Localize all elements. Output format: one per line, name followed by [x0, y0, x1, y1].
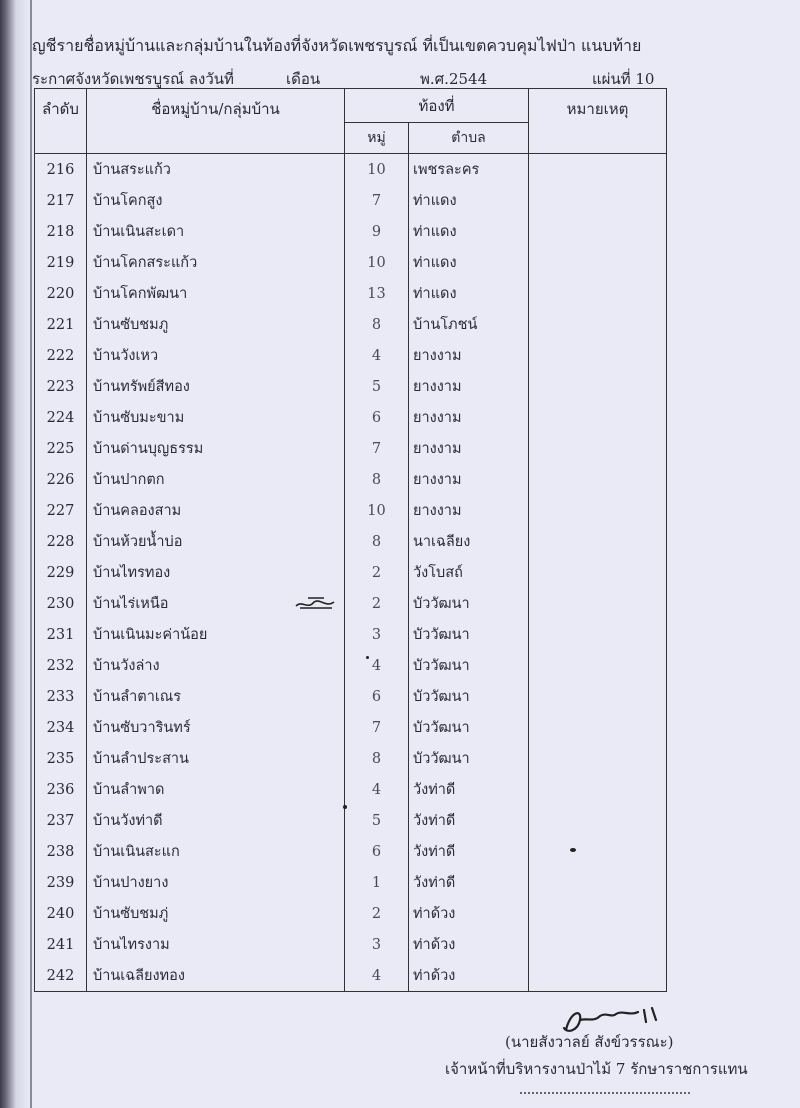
village-name: บ้านเฉลียงทอง: [87, 960, 345, 992]
village-name: บ้านสระแก้ว: [87, 154, 345, 186]
table-row: [35, 681, 667, 712]
table-row: [35, 247, 667, 278]
moo-number: 5: [345, 371, 409, 402]
row-number: 229: [35, 557, 87, 588]
row-number: 236: [35, 774, 87, 805]
table-row: [35, 898, 667, 929]
village-name: บ้านโคกสูง: [87, 185, 345, 216]
village-name: บ้านโคกพัฒนา: [87, 278, 345, 309]
village-name: บ้านคลองสาม: [87, 495, 345, 526]
year-label: พ.ศ.2544: [420, 70, 488, 88]
remark-cell: [529, 526, 667, 557]
tambon-name: ยางงาม: [409, 495, 529, 526]
row-number: 221: [35, 309, 87, 340]
tambon-name: ท่าด้วง: [409, 898, 529, 929]
tambon-name: บัววัฒนา: [409, 712, 529, 743]
row-number: 227: [35, 495, 87, 526]
village-name: บ้านซับชมภู่: [87, 898, 345, 929]
row-number: 239: [35, 867, 87, 898]
remark-cell: [529, 867, 667, 898]
moo-number: 2: [345, 557, 409, 588]
row-number: 220: [35, 278, 87, 309]
remark-cell: [529, 774, 667, 805]
row-number: 225: [35, 433, 87, 464]
row-number: 222: [35, 340, 87, 371]
table-row: [35, 402, 667, 433]
table-row: [35, 619, 667, 650]
village-name: บ้านวังล่าง: [87, 650, 345, 681]
tambon-name: ยางงาม: [409, 371, 529, 402]
village-name: บ้านด่านบุญธรรม: [87, 433, 345, 464]
row-number: 223: [35, 371, 87, 402]
header-location: ท้องที่: [345, 89, 529, 123]
sheet-label: แผ่นที่ 10: [592, 70, 655, 88]
table-row: [35, 216, 667, 247]
moo-number: 3: [345, 619, 409, 650]
table-row: [35, 371, 667, 402]
remark-cell: [529, 247, 667, 278]
moo-number: 6: [345, 836, 409, 867]
row-number: 234: [35, 712, 87, 743]
ink-blot: [294, 596, 338, 612]
village-name: บ้านเนินสะเดา: [87, 216, 345, 247]
row-number: 233: [35, 681, 87, 712]
tambon-name: วังท่าดี: [409, 867, 529, 898]
moo-number: 4: [345, 340, 409, 371]
header-moo: หมู่: [345, 123, 409, 154]
moo-number: 8: [345, 464, 409, 495]
row-number: 238: [35, 836, 87, 867]
moo-number: 7: [345, 712, 409, 743]
tambon-name: บ้านโภชน์: [409, 309, 529, 340]
row-number: 232: [35, 650, 87, 681]
moo-number: 9: [345, 216, 409, 247]
remark-cell: [529, 216, 667, 247]
remark-cell: [529, 340, 667, 371]
month-label: เดือน: [286, 70, 321, 88]
remark-cell: [529, 557, 667, 588]
tambon-name: ท่าแดง: [409, 185, 529, 216]
remark-cell: [529, 712, 667, 743]
header-no: ลำดับ: [35, 89, 87, 154]
remark-cell: [529, 433, 667, 464]
table-row: [35, 278, 667, 309]
tambon-name: วังท่าดี: [409, 774, 529, 805]
village-name: บ้านลำตาเณร: [87, 681, 345, 712]
tambon-name: วังโบสถ์: [409, 557, 529, 588]
village-name: บ้านปากตก: [87, 464, 345, 495]
moo-number: 4: [345, 650, 409, 681]
village-name: บ้านวังท่าดี: [87, 805, 345, 836]
remark-cell: [529, 929, 667, 960]
table-row: [35, 960, 667, 992]
remark-cell: [529, 588, 667, 619]
village-name: บ้านลำพาด: [87, 774, 345, 805]
tambon-name: เพชรละคร: [409, 154, 529, 186]
village-name: บ้านเนินสะแก: [87, 836, 345, 867]
row-number: 235: [35, 743, 87, 774]
remark-cell: [529, 402, 667, 433]
village-name: บ้านปางยาง: [87, 867, 345, 898]
moo-number: 4: [345, 960, 409, 992]
table-row: [35, 774, 667, 805]
moo-number: 8: [345, 526, 409, 557]
remark-cell: [529, 960, 667, 992]
remark-cell: [529, 650, 667, 681]
remark-cell: [529, 154, 667, 186]
tambon-name: ยางงาม: [409, 340, 529, 371]
ink-speck: [570, 848, 576, 852]
binding-crease: [30, 0, 32, 1108]
tambon-name: ท่าแดง: [409, 216, 529, 247]
table-row: [35, 185, 667, 216]
moo-number: 7: [345, 185, 409, 216]
table-row: [35, 650, 667, 681]
table-row: [35, 309, 667, 340]
moo-number: 3: [345, 929, 409, 960]
signatory-title: เจ้าหน้าที่บริหารงานป่าไม้ 7 รักษาราชการแทน: [445, 1060, 748, 1078]
remark-cell: [529, 464, 667, 495]
village-name: บ้านเนินมะค่าน้อย: [87, 619, 345, 650]
row-number: 228: [35, 526, 87, 557]
table-row: [35, 154, 667, 186]
moo-number: 2: [345, 898, 409, 929]
cut-off-text: [520, 1086, 690, 1096]
moo-number: 6: [345, 681, 409, 712]
tambon-name: บัววัฒนา: [409, 619, 529, 650]
moo-number: 1: [345, 867, 409, 898]
moo-number: 7: [345, 433, 409, 464]
remark-cell: [529, 898, 667, 929]
row-number: 226: [35, 464, 87, 495]
table-row: [35, 805, 667, 836]
announcement-line: [32, 67, 672, 89]
tambon-name: ท่าด้วง: [409, 929, 529, 960]
village-name: บ้านไทรงาม: [87, 929, 345, 960]
tambon-name: วังท่าดี: [409, 836, 529, 867]
table-row: [35, 588, 667, 619]
table-row: [35, 464, 667, 495]
row-number: 241: [35, 929, 87, 960]
village-name: บ้านวังเหว: [87, 340, 345, 371]
tambon-name: ยางงาม: [409, 464, 529, 495]
ink-speck: [343, 805, 347, 809]
moo-number: 10: [345, 247, 409, 278]
moo-number: 2: [345, 588, 409, 619]
tambon-name: วังท่าดี: [409, 805, 529, 836]
remark-cell: [529, 836, 667, 867]
moo-number: 6: [345, 402, 409, 433]
moo-number: 5: [345, 805, 409, 836]
table-row: [35, 557, 667, 588]
remark-cell: [529, 495, 667, 526]
row-number: 240: [35, 898, 87, 929]
table-row: [35, 712, 667, 743]
village-name: บ้านทรัพย์สีทอง: [87, 371, 345, 402]
table-row: [35, 340, 667, 371]
moo-number: 10: [345, 154, 409, 186]
tambon-name: บัววัฒนา: [409, 650, 529, 681]
row-number: 218: [35, 216, 87, 247]
header-name: ชื่อหมู่บ้าน/กลุ่มบ้าน: [87, 89, 345, 154]
moo-number: 8: [345, 743, 409, 774]
row-number: 219: [35, 247, 87, 278]
table-row: [35, 495, 667, 526]
tambon-name: ยางงาม: [409, 402, 529, 433]
header-tambon: ตำบล: [409, 123, 529, 154]
tambon-name: ท่าด้วง: [409, 960, 529, 992]
remark-cell: [529, 743, 667, 774]
row-number: 230: [35, 588, 87, 619]
remark-cell: [529, 805, 667, 836]
signatory-name: (นายสังวาลย์ สังข์วรรณะ): [505, 1033, 674, 1051]
village-name: บ้านโคกสระแก้ว: [87, 247, 345, 278]
remark-cell: [529, 278, 667, 309]
village-name: บ้านไทรทอง: [87, 557, 345, 588]
tambon-name: ท่าแดง: [409, 278, 529, 309]
tambon-name: บัววัฒนา: [409, 588, 529, 619]
row-number: 237: [35, 805, 87, 836]
row-number: 242: [35, 960, 87, 992]
moo-number: 8: [345, 309, 409, 340]
table-row: [35, 526, 667, 557]
remark-cell: [529, 371, 667, 402]
row-number: 217: [35, 185, 87, 216]
table-row: [35, 929, 667, 960]
tambon-name: ท่าแดง: [409, 247, 529, 278]
village-table: [34, 88, 667, 992]
village-name: บ้านซับวารินทร์: [87, 712, 345, 743]
ink-speck: [366, 656, 369, 659]
remark-cell: [529, 185, 667, 216]
binding-edge: [0, 0, 38, 1108]
tambon-name: บัววัฒนา: [409, 743, 529, 774]
tambon-name: บัววัฒนา: [409, 681, 529, 712]
remark-cell: [529, 681, 667, 712]
row-number: 224: [35, 402, 87, 433]
tambon-name: นาเฉลียง: [409, 526, 529, 557]
moo-number: 10: [345, 495, 409, 526]
village-name: บ้านซับชมภู: [87, 309, 345, 340]
row-number: 231: [35, 619, 87, 650]
table-row: [35, 743, 667, 774]
village-name: บ้านซับมะขาม: [87, 402, 345, 433]
table-row: [35, 433, 667, 464]
village-name: บ้านห้วยน้ำบ่อ: [87, 526, 345, 557]
moo-number: 13: [345, 278, 409, 309]
header-remark: หมายเหตุ: [529, 89, 667, 154]
announcement-text: ระกาศจังหวัดเพชรบูรณ์ ลงวันที่: [32, 70, 234, 88]
tambon-name: ยางงาม: [409, 433, 529, 464]
village-name: บ้านลำประสาน: [87, 743, 345, 774]
remark-cell: [529, 619, 667, 650]
row-number: 216: [35, 154, 87, 186]
remark-cell: [529, 309, 667, 340]
village-name: บ้านไร่เหนือ: [87, 588, 345, 619]
moo-number: 4: [345, 774, 409, 805]
document-heading: ญชีรายชื่อหมู่บ้านและกลุ่มบ้านในท้องที่จังหวัดเพชรบูรณ์ ที่เป็นเขตควบคุมไฟป่า แนบท้าย: [32, 36, 642, 55]
table-row: [35, 867, 667, 898]
